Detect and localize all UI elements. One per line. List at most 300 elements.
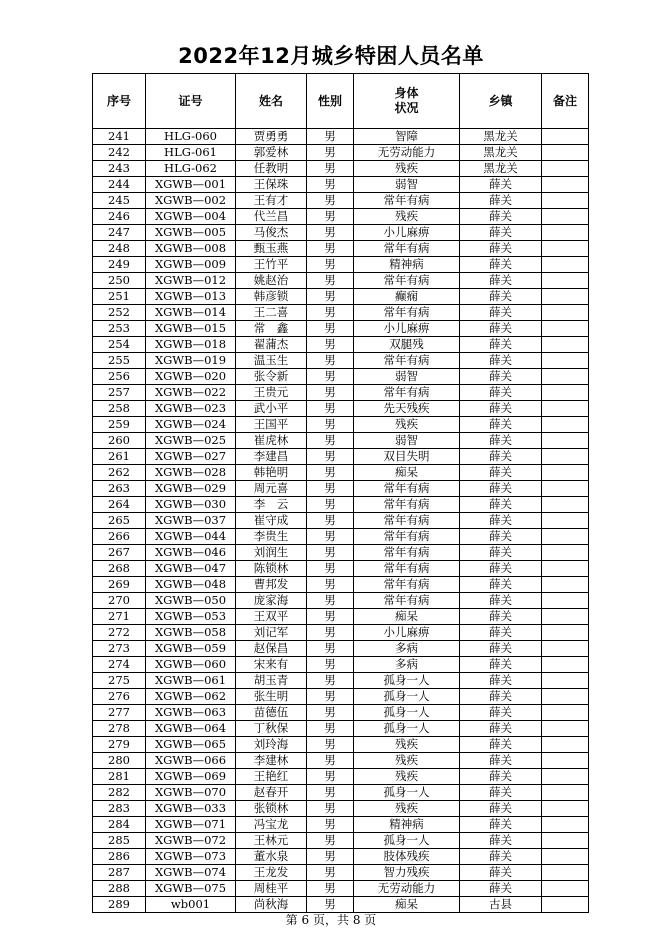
- table-row: [93, 721, 589, 737]
- cell-remark: [542, 417, 589, 433]
- cell-condition: 常年有病: [354, 385, 460, 401]
- cell-seq: 284: [93, 817, 146, 833]
- header-name: 姓名: [236, 74, 307, 129]
- cell-name: 周元喜: [236, 481, 307, 497]
- cell-cert: XGWB—009: [146, 257, 236, 273]
- footer-suffix: 页: [364, 913, 377, 927]
- table-row: [93, 833, 589, 849]
- cell-name: 李建林: [236, 753, 307, 769]
- cell-remark: [542, 609, 589, 625]
- cell-cert: XGWB—059: [146, 641, 236, 657]
- cell-condition: 弱智: [354, 369, 460, 385]
- cell-condition: 弱智: [354, 177, 460, 193]
- cell-name: 王保珠: [236, 177, 307, 193]
- cell-seq: 263: [93, 481, 146, 497]
- cell-cert: XGWB—072: [146, 833, 236, 849]
- cell-town: 黑龙关: [460, 129, 542, 145]
- cell-town: 薛关: [460, 225, 542, 241]
- table-row: [93, 705, 589, 721]
- cell-remark: [542, 241, 589, 257]
- cell-remark: [542, 193, 589, 209]
- cell-seq: 257: [93, 385, 146, 401]
- cell-seq: 244: [93, 177, 146, 193]
- footer-middle: 页，共: [312, 913, 349, 927]
- cell-remark: [542, 129, 589, 145]
- cell-name: 贾勇勇: [236, 129, 307, 145]
- cell-gender: 男: [307, 161, 354, 177]
- table-row: [93, 881, 589, 897]
- cell-remark: [542, 433, 589, 449]
- table-row: [93, 849, 589, 865]
- cell-cert: XGWB—029: [146, 481, 236, 497]
- cell-remark: [542, 865, 589, 881]
- cell-condition: 常年有病: [354, 193, 460, 209]
- cell-seq: 259: [93, 417, 146, 433]
- cell-town: 薛关: [460, 241, 542, 257]
- cell-town: 薛关: [460, 257, 542, 273]
- cell-condition: 双腿残: [354, 337, 460, 353]
- cell-condition: 残疾: [354, 801, 460, 817]
- cell-condition: 多病: [354, 657, 460, 673]
- page-title: 2022年12月城乡特困人员名单: [178, 44, 484, 68]
- cell-condition: 残疾: [354, 417, 460, 433]
- cell-seq: 270: [93, 593, 146, 609]
- cell-condition: 常年有病: [354, 545, 460, 561]
- table-row: [93, 273, 589, 289]
- cell-remark: [542, 209, 589, 225]
- cell-town: 薛关: [460, 641, 542, 657]
- cell-cert: XGWB—044: [146, 529, 236, 545]
- cell-gender: 男: [307, 481, 354, 497]
- cell-town: 薛关: [460, 465, 542, 481]
- table-row: [93, 513, 589, 529]
- cell-remark: [542, 449, 589, 465]
- table-row: [93, 321, 589, 337]
- cell-gender: 男: [307, 321, 354, 337]
- cell-town: 薛关: [460, 481, 542, 497]
- cell-cert: XGWB—046: [146, 545, 236, 561]
- cell-remark: [542, 673, 589, 689]
- table-row: [93, 817, 589, 833]
- cell-gender: 男: [307, 753, 354, 769]
- footer-current-page: 6: [301, 913, 310, 927]
- table-row: [93, 433, 589, 449]
- cell-town: 薛关: [460, 785, 542, 801]
- cell-cert: HLG-061: [146, 145, 236, 161]
- cell-cert: HLG-060: [146, 129, 236, 145]
- cell-cert: XGWB—030: [146, 497, 236, 513]
- table-row: [93, 305, 589, 321]
- cell-cert: XGWB—066: [146, 753, 236, 769]
- cell-name: 王有才: [236, 193, 307, 209]
- cell-town: 薛关: [460, 385, 542, 401]
- table-row: [93, 737, 589, 753]
- cell-condition: 弱智: [354, 433, 460, 449]
- cell-remark: [542, 785, 589, 801]
- cell-cert: XGWB—053: [146, 609, 236, 625]
- footer-total-pages: 8: [352, 913, 361, 927]
- cell-condition: 常年有病: [354, 497, 460, 513]
- cell-gender: 男: [307, 673, 354, 689]
- cell-gender: 男: [307, 465, 354, 481]
- cell-name: 马俊杰: [236, 225, 307, 241]
- cell-name: 武小平: [236, 401, 307, 417]
- cell-name: 王国平: [236, 417, 307, 433]
- cell-name: 陈锁林: [236, 561, 307, 577]
- cell-gender: 男: [307, 241, 354, 257]
- table-row: [93, 353, 589, 369]
- cell-town: 薛关: [460, 657, 542, 673]
- cell-condition: 残疾: [354, 769, 460, 785]
- cell-town: 薛关: [460, 305, 542, 321]
- cell-cert: XGWB—028: [146, 465, 236, 481]
- cell-remark: [542, 737, 589, 753]
- cell-cert: XGWB—064: [146, 721, 236, 737]
- cell-cert: XGWB—048: [146, 577, 236, 593]
- cell-name: 曹邦发: [236, 577, 307, 593]
- cell-cert: XGWB—018: [146, 337, 236, 353]
- table-row: [93, 561, 589, 577]
- cell-town: 黑龙关: [460, 161, 542, 177]
- cell-remark: [542, 225, 589, 241]
- cell-town: 薛关: [460, 881, 542, 897]
- header-condition: [354, 74, 460, 129]
- cell-town: 薛关: [460, 801, 542, 817]
- cell-gender: 男: [307, 785, 354, 801]
- cell-gender: 男: [307, 369, 354, 385]
- cell-remark: [542, 385, 589, 401]
- cell-name: 庞家海: [236, 593, 307, 609]
- cell-condition: 双目失明: [354, 449, 460, 465]
- cell-seq: 260: [93, 433, 146, 449]
- cell-cert: XGWB—027: [146, 449, 236, 465]
- table-row: [93, 145, 589, 161]
- table-row: [93, 465, 589, 481]
- cell-town: 薛关: [460, 673, 542, 689]
- cell-seq: 273: [93, 641, 146, 657]
- cell-town: 薛关: [460, 561, 542, 577]
- cell-cert: XGWB—037: [146, 513, 236, 529]
- cell-gender: 男: [307, 129, 354, 145]
- cell-name: 赵保昌: [236, 641, 307, 657]
- table-row: [93, 449, 589, 465]
- cell-cert: XGWB—074: [146, 865, 236, 881]
- cell-town: 薛关: [460, 529, 542, 545]
- cell-name: 刘玲海: [236, 737, 307, 753]
- cell-cert: XGWB—060: [146, 657, 236, 673]
- cell-remark: [542, 657, 589, 673]
- cell-name: 常 鑫: [236, 321, 307, 337]
- cell-cert: XGWB—004: [146, 209, 236, 225]
- table-row: [93, 577, 589, 593]
- table-row: [93, 689, 589, 705]
- cell-remark: [542, 529, 589, 545]
- cell-condition: 常年有病: [354, 273, 460, 289]
- cell-condition: 智力残疾: [354, 865, 460, 881]
- cell-remark: [542, 257, 589, 273]
- cell-town: 薛关: [460, 401, 542, 417]
- cell-condition: 孤身一人: [354, 785, 460, 801]
- cell-cert: XGWB—023: [146, 401, 236, 417]
- cell-remark: [542, 273, 589, 289]
- table-row: [93, 337, 589, 353]
- cell-name: 温玉生: [236, 353, 307, 369]
- cell-name: 苗德伍: [236, 705, 307, 721]
- cell-condition: 肢体残疾: [354, 849, 460, 865]
- cell-condition: 孤身一人: [354, 673, 460, 689]
- cell-gender: 男: [307, 705, 354, 721]
- cell-remark: [542, 721, 589, 737]
- cell-name: 王龙发: [236, 865, 307, 881]
- cell-name: 尚秋海: [236, 897, 307, 913]
- cell-name: 王艳红: [236, 769, 307, 785]
- cell-name: 李贵生: [236, 529, 307, 545]
- cell-gender: 男: [307, 737, 354, 753]
- header-condition-line2: 状况: [394, 101, 419, 115]
- cell-gender: 男: [307, 225, 354, 241]
- table-row: [93, 385, 589, 401]
- cell-remark: [542, 497, 589, 513]
- cell-town: 薛关: [460, 433, 542, 449]
- cell-name: 郭爱林: [236, 145, 307, 161]
- cell-name: 刘记军: [236, 625, 307, 641]
- cell-gender: 男: [307, 353, 354, 369]
- cell-remark: [542, 801, 589, 817]
- cell-condition: 癫痫: [354, 289, 460, 305]
- cell-town: 薛关: [460, 609, 542, 625]
- table-row: [93, 865, 589, 881]
- cell-town: 薛关: [460, 353, 542, 369]
- table-row: [93, 241, 589, 257]
- cell-condition: 痴呆: [354, 897, 460, 913]
- cell-condition: 常年有病: [354, 353, 460, 369]
- roster-body: [93, 129, 589, 913]
- cell-remark: [542, 305, 589, 321]
- cell-gender: 男: [307, 833, 354, 849]
- cell-remark: [542, 641, 589, 657]
- header-remark: 备注: [542, 74, 589, 129]
- cell-name: 王双平: [236, 609, 307, 625]
- cell-seq: 269: [93, 577, 146, 593]
- cell-gender: 男: [307, 513, 354, 529]
- cell-cert: XGWB—020: [146, 369, 236, 385]
- cell-seq: 286: [93, 849, 146, 865]
- cell-seq: 278: [93, 721, 146, 737]
- cell-cert: XGWB—075: [146, 881, 236, 897]
- cell-cert: XGWB—047: [146, 561, 236, 577]
- cell-name: 董水泉: [236, 849, 307, 865]
- cell-condition: 无劳动能力: [354, 145, 460, 161]
- cell-gender: 男: [307, 529, 354, 545]
- cell-cert: XGWB—008: [146, 241, 236, 257]
- cell-cert: XGWB—033: [146, 801, 236, 817]
- cell-name: 冯宝龙: [236, 817, 307, 833]
- table-row: [93, 657, 589, 673]
- cell-condition: 常年有病: [354, 513, 460, 529]
- cell-condition: 小儿麻痹: [354, 225, 460, 241]
- cell-name: 韩彦锁: [236, 289, 307, 305]
- cell-remark: [542, 145, 589, 161]
- cell-town: 薛关: [460, 449, 542, 465]
- cell-condition: 常年有病: [354, 529, 460, 545]
- cell-gender: 男: [307, 545, 354, 561]
- cell-remark: [542, 817, 589, 833]
- cell-town: 薛关: [460, 497, 542, 513]
- cell-town: 黑龙关: [460, 145, 542, 161]
- cell-gender: 男: [307, 801, 354, 817]
- cell-name: 翟蒲杰: [236, 337, 307, 353]
- table-row: [93, 177, 589, 193]
- cell-gender: 男: [307, 305, 354, 321]
- cell-gender: 男: [307, 273, 354, 289]
- cell-condition: 常年有病: [354, 561, 460, 577]
- cell-name: 王二喜: [236, 305, 307, 321]
- cell-name: 王林元: [236, 833, 307, 849]
- cell-condition: 残疾: [354, 209, 460, 225]
- cell-gender: 男: [307, 289, 354, 305]
- cell-seq: 254: [93, 337, 146, 353]
- cell-remark: [542, 545, 589, 561]
- cell-seq: 245: [93, 193, 146, 209]
- cell-seq: 252: [93, 305, 146, 321]
- cell-cert: XGWB—065: [146, 737, 236, 753]
- cell-seq: 242: [93, 145, 146, 161]
- cell-remark: [542, 161, 589, 177]
- cell-name: 韩艳明: [236, 465, 307, 481]
- cell-town: 薛关: [460, 337, 542, 353]
- cell-name: 王竹平: [236, 257, 307, 273]
- cell-town: 薛关: [460, 321, 542, 337]
- cell-cert: XGWB—070: [146, 785, 236, 801]
- cell-cert: XGWB—062: [146, 689, 236, 705]
- cell-cert: XGWB—022: [146, 385, 236, 401]
- cell-seq: 288: [93, 881, 146, 897]
- cell-remark: [542, 353, 589, 369]
- table-row: [93, 161, 589, 177]
- cell-town: 薛关: [460, 209, 542, 225]
- cell-seq: 241: [93, 129, 146, 145]
- cell-seq: 243: [93, 161, 146, 177]
- cell-town: 薛关: [460, 289, 542, 305]
- cell-remark: [542, 289, 589, 305]
- cell-cert: XGWB—073: [146, 849, 236, 865]
- cell-condition: 孤身一人: [354, 689, 460, 705]
- cell-town: 古县: [460, 897, 542, 913]
- cell-condition: 精神病: [354, 257, 460, 273]
- cell-seq: 287: [93, 865, 146, 881]
- cell-condition: 先天残疾: [354, 401, 460, 417]
- cell-remark: [542, 769, 589, 785]
- cell-condition: 常年有病: [354, 305, 460, 321]
- cell-remark: [542, 321, 589, 337]
- cell-seq: 247: [93, 225, 146, 241]
- cell-condition: 小儿麻痹: [354, 321, 460, 337]
- cell-remark: [542, 833, 589, 849]
- cell-cert: XGWB—058: [146, 625, 236, 641]
- cell-condition: 孤身一人: [354, 833, 460, 849]
- cell-condition: 孤身一人: [354, 721, 460, 737]
- cell-remark: [542, 401, 589, 417]
- cell-town: 薛关: [460, 753, 542, 769]
- table-row: [93, 481, 589, 497]
- cell-seq: 246: [93, 209, 146, 225]
- cell-seq: 253: [93, 321, 146, 337]
- header-row: [93, 74, 589, 129]
- cell-cert: XGWB—014: [146, 305, 236, 321]
- cell-gender: 男: [307, 193, 354, 209]
- cell-name: 刘润生: [236, 545, 307, 561]
- cell-gender: 男: [307, 257, 354, 273]
- cell-cert: XGWB—013: [146, 289, 236, 305]
- cell-cert: XGWB—063: [146, 705, 236, 721]
- table-row: [93, 769, 589, 785]
- cell-gender: 男: [307, 561, 354, 577]
- cell-gender: 男: [307, 641, 354, 657]
- table-row: [93, 209, 589, 225]
- cell-cert: XGWB—019: [146, 353, 236, 369]
- cell-name: 李建昌: [236, 449, 307, 465]
- cell-seq: 272: [93, 625, 146, 641]
- cell-seq: 266: [93, 529, 146, 545]
- cell-town: 薛关: [460, 577, 542, 593]
- cell-gender: 男: [307, 577, 354, 593]
- header-condition-line1: 身体: [394, 86, 419, 100]
- footer-prefix: 第: [285, 913, 298, 927]
- cell-condition: 常年有病: [354, 241, 460, 257]
- cell-gender: 男: [307, 337, 354, 353]
- cell-town: 薛关: [460, 865, 542, 881]
- cell-seq: 255: [93, 353, 146, 369]
- cell-name: 赵春开: [236, 785, 307, 801]
- cell-cert: XGWB—071: [146, 817, 236, 833]
- table-row: [93, 529, 589, 545]
- table-row: [93, 785, 589, 801]
- cell-cert: XGWB—012: [146, 273, 236, 289]
- cell-gender: 男: [307, 417, 354, 433]
- table-row: [93, 593, 589, 609]
- cell-seq: 261: [93, 449, 146, 465]
- cell-remark: [542, 577, 589, 593]
- cell-town: 薛关: [460, 689, 542, 705]
- cell-cert: wb001: [146, 897, 236, 913]
- cell-seq: 256: [93, 369, 146, 385]
- roster-table: [92, 73, 589, 913]
- cell-town: 薛关: [460, 177, 542, 193]
- cell-name: 王贵元: [236, 385, 307, 401]
- cell-cert: XGWB—002: [146, 193, 236, 209]
- cell-name: 代兰昌: [236, 209, 307, 225]
- cell-town: 薛关: [460, 769, 542, 785]
- cell-gender: 男: [307, 593, 354, 609]
- cell-condition: 痴呆: [354, 609, 460, 625]
- header-seq: 序号: [93, 74, 146, 129]
- cell-cert: XGWB—069: [146, 769, 236, 785]
- cell-gender: 男: [307, 177, 354, 193]
- cell-town: 薛关: [460, 833, 542, 849]
- table-row: [93, 369, 589, 385]
- cell-cert: XGWB—050: [146, 593, 236, 609]
- table-row: [93, 641, 589, 657]
- cell-remark: [542, 689, 589, 705]
- cell-name: 甄玉燕: [236, 241, 307, 257]
- cell-condition: 常年有病: [354, 593, 460, 609]
- cell-gender: 男: [307, 721, 354, 737]
- cell-seq: 281: [93, 769, 146, 785]
- cell-seq: 275: [93, 673, 146, 689]
- cell-gender: 男: [307, 897, 354, 913]
- cell-seq: 251: [93, 289, 146, 305]
- table-row: [93, 289, 589, 305]
